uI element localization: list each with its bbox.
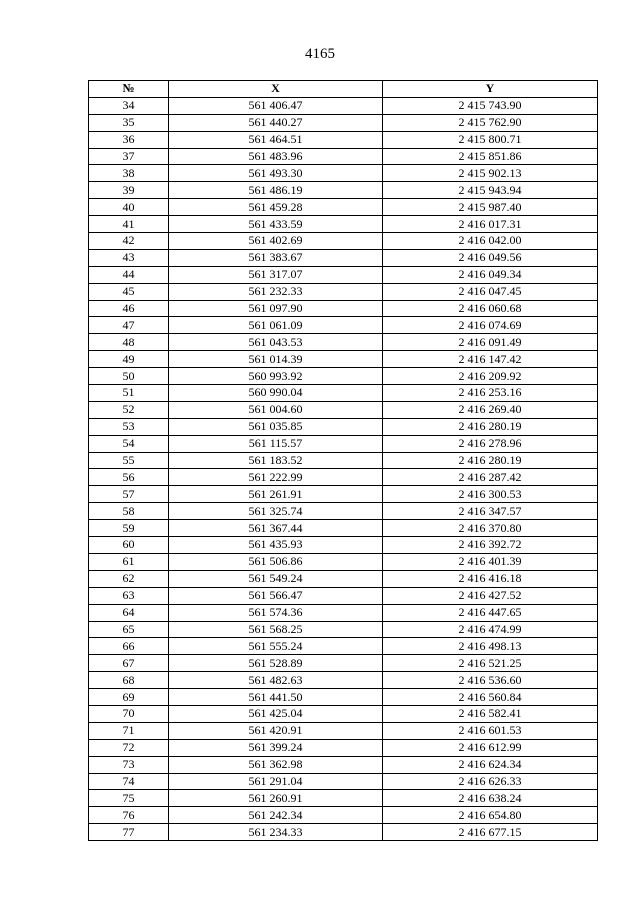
cell-number: 67 — [89, 655, 169, 672]
table-row — [89, 317, 598, 334]
cell-number: 73 — [89, 756, 169, 773]
cell-number: 74 — [89, 773, 169, 790]
cell-number: 72 — [89, 739, 169, 756]
table-row — [89, 199, 598, 216]
cell-x: 560 990.04 — [169, 385, 383, 402]
table-row — [89, 334, 598, 351]
cell-y: 2 416 521.25 — [383, 655, 598, 672]
cell-x: 561 325.74 — [169, 503, 383, 520]
cell-y: 2 416 091.49 — [383, 334, 598, 351]
table-row — [89, 672, 598, 689]
table-row — [89, 97, 598, 114]
cell-x: 561 234.33 — [169, 824, 383, 841]
cell-y: 2 416 209.92 — [383, 368, 598, 385]
cell-y: 2 416 498.13 — [383, 638, 598, 655]
table-row — [89, 165, 598, 182]
cell-x: 561 483.96 — [169, 148, 383, 165]
cell-y: 2 415 902.13 — [383, 165, 598, 182]
table-row — [89, 233, 598, 250]
cell-number: 62 — [89, 570, 169, 587]
table-row — [89, 807, 598, 824]
cell-x: 561 402.69 — [169, 233, 383, 250]
table-row — [89, 587, 598, 604]
cell-y: 2 416 536.60 — [383, 672, 598, 689]
cell-x: 561 183.52 — [169, 452, 383, 469]
cell-y: 2 416 370.80 — [383, 520, 598, 537]
cell-x: 560 993.92 — [169, 368, 383, 385]
cell-y: 2 416 280.19 — [383, 452, 598, 469]
header-number: № — [89, 81, 169, 98]
table-row — [89, 756, 598, 773]
cell-y: 2 415 743.90 — [383, 97, 598, 114]
table-row — [89, 216, 598, 233]
cell-y: 2 416 147.42 — [383, 351, 598, 368]
cell-y: 2 415 800.71 — [383, 131, 598, 148]
cell-x: 561 014.39 — [169, 351, 383, 368]
page-number: 4165 — [305, 46, 335, 62]
cell-y: 2 416 278.96 — [383, 435, 598, 452]
cell-y: 2 416 677.15 — [383, 824, 598, 841]
cell-y: 2 416 654.80 — [383, 807, 598, 824]
cell-x: 561 222.99 — [169, 469, 383, 486]
cell-y: 2 416 392.72 — [383, 537, 598, 554]
cell-x: 561 260.91 — [169, 790, 383, 807]
cell-x: 561 232.33 — [169, 283, 383, 300]
cell-x: 561 568.25 — [169, 621, 383, 638]
cell-y: 2 416 042.00 — [383, 233, 598, 250]
cell-number: 39 — [89, 182, 169, 199]
cell-y: 2 416 060.68 — [383, 300, 598, 317]
cell-x: 561 043.53 — [169, 334, 383, 351]
cell-number: 44 — [89, 266, 169, 283]
cell-number: 42 — [89, 233, 169, 250]
cell-y: 2 416 626.33 — [383, 773, 598, 790]
cell-x: 561 420.91 — [169, 722, 383, 739]
cell-number: 69 — [89, 689, 169, 706]
cell-x: 561 261.91 — [169, 486, 383, 503]
cell-number: 59 — [89, 520, 169, 537]
table-row — [89, 537, 598, 554]
cell-x: 561 486.19 — [169, 182, 383, 199]
cell-y: 2 416 253.16 — [383, 385, 598, 402]
cell-number: 63 — [89, 587, 169, 604]
cell-x: 561 035.85 — [169, 418, 383, 435]
cell-y: 2 416 601.53 — [383, 722, 598, 739]
cell-number: 64 — [89, 604, 169, 621]
table-row — [89, 249, 598, 266]
cell-x: 561 549.24 — [169, 570, 383, 587]
cell-x: 561 097.90 — [169, 300, 383, 317]
cell-number: 35 — [89, 114, 169, 131]
cell-number: 68 — [89, 672, 169, 689]
cell-number: 60 — [89, 537, 169, 554]
cell-x: 561 383.67 — [169, 249, 383, 266]
table-row — [89, 148, 598, 165]
table-row — [89, 368, 598, 385]
cell-x: 561 440.27 — [169, 114, 383, 131]
table-row — [89, 621, 598, 638]
table-row — [89, 114, 598, 131]
cell-x: 561 433.59 — [169, 216, 383, 233]
table-row — [89, 503, 598, 520]
cell-y: 2 416 269.40 — [383, 401, 598, 418]
cell-x: 561 574.36 — [169, 604, 383, 621]
cell-number: 43 — [89, 249, 169, 266]
cell-number: 46 — [89, 300, 169, 317]
cell-y: 2 416 416.18 — [383, 570, 598, 587]
table-row — [89, 283, 598, 300]
table-row — [89, 689, 598, 706]
cell-x: 561 425.04 — [169, 705, 383, 722]
cell-x: 561 061.09 — [169, 317, 383, 334]
cell-y: 2 416 612.99 — [383, 739, 598, 756]
cell-number: 75 — [89, 790, 169, 807]
table-row — [89, 266, 598, 283]
header-y: Y — [383, 81, 598, 98]
table-row — [89, 604, 598, 621]
cell-y: 2 416 074.69 — [383, 317, 598, 334]
cell-number: 58 — [89, 503, 169, 520]
cell-number: 66 — [89, 638, 169, 655]
cell-x: 561 441.50 — [169, 689, 383, 706]
cell-y: 2 416 582.41 — [383, 705, 598, 722]
cell-x: 561 291.04 — [169, 773, 383, 790]
table-row — [89, 469, 598, 486]
cell-number: 36 — [89, 131, 169, 148]
cell-y: 2 416 300.53 — [383, 486, 598, 503]
cell-y: 2 415 851.86 — [383, 148, 598, 165]
cell-y: 2 416 474.99 — [383, 621, 598, 638]
cell-y: 2 416 401.39 — [383, 553, 598, 570]
cell-y: 2 416 427.52 — [383, 587, 598, 604]
cell-number: 47 — [89, 317, 169, 334]
table-row — [89, 655, 598, 672]
cell-number: 38 — [89, 165, 169, 182]
cell-x: 561 242.34 — [169, 807, 383, 824]
table-row — [89, 385, 598, 402]
cell-x: 561 566.47 — [169, 587, 383, 604]
cell-x: 561 493.30 — [169, 165, 383, 182]
cell-number: 41 — [89, 216, 169, 233]
cell-number: 55 — [89, 452, 169, 469]
cell-y: 2 416 638.24 — [383, 790, 598, 807]
cell-y: 2 416 049.34 — [383, 266, 598, 283]
cell-x: 561 459.28 — [169, 199, 383, 216]
cell-x: 561 435.93 — [169, 537, 383, 554]
table-header — [89, 81, 598, 98]
cell-x: 561 482.63 — [169, 672, 383, 689]
table-row — [89, 351, 598, 368]
cell-number: 54 — [89, 435, 169, 452]
cell-y: 2 416 624.34 — [383, 756, 598, 773]
cell-number: 76 — [89, 807, 169, 824]
cell-number: 49 — [89, 351, 169, 368]
table-row — [89, 131, 598, 148]
cell-number: 37 — [89, 148, 169, 165]
cell-y: 2 416 049.56 — [383, 249, 598, 266]
cell-x: 561 555.24 — [169, 638, 383, 655]
cell-number: 53 — [89, 418, 169, 435]
table-row — [89, 182, 598, 199]
cell-number: 40 — [89, 199, 169, 216]
header-row — [89, 81, 598, 98]
cell-number: 52 — [89, 401, 169, 418]
cell-x: 561 317.07 — [169, 266, 383, 283]
cell-number: 56 — [89, 469, 169, 486]
table-row — [89, 824, 598, 841]
table-row — [89, 739, 598, 756]
cell-x: 561 464.51 — [169, 131, 383, 148]
cell-x: 561 004.60 — [169, 401, 383, 418]
coordinates-table — [88, 80, 598, 841]
cell-number: 34 — [89, 97, 169, 114]
table-row — [89, 705, 598, 722]
cell-y: 2 416 280.19 — [383, 418, 598, 435]
cell-x: 561 406.47 — [169, 97, 383, 114]
cell-x: 561 362.98 — [169, 756, 383, 773]
cell-y: 2 416 347.57 — [383, 503, 598, 520]
cell-y: 2 416 447.65 — [383, 604, 598, 621]
cell-number: 61 — [89, 553, 169, 570]
cell-y: 2 415 943.94 — [383, 182, 598, 199]
cell-x: 561 367.44 — [169, 520, 383, 537]
cell-number: 77 — [89, 824, 169, 841]
cell-y: 2 416 017.31 — [383, 216, 598, 233]
cell-number: 50 — [89, 368, 169, 385]
cell-number: 65 — [89, 621, 169, 638]
cell-y: 2 416 047.45 — [383, 283, 598, 300]
cell-number: 45 — [89, 283, 169, 300]
cell-number: 57 — [89, 486, 169, 503]
cell-x: 561 528.89 — [169, 655, 383, 672]
cell-number: 70 — [89, 705, 169, 722]
table-row — [89, 638, 598, 655]
table-row — [89, 520, 598, 537]
table-row — [89, 401, 598, 418]
table-row — [89, 553, 598, 570]
cell-y: 2 416 287.42 — [383, 469, 598, 486]
table-row — [89, 435, 598, 452]
cell-y: 2 416 560.84 — [383, 689, 598, 706]
table-row — [89, 486, 598, 503]
cell-x: 561 399.24 — [169, 739, 383, 756]
cell-y: 2 415 987.40 — [383, 199, 598, 216]
cell-number: 51 — [89, 385, 169, 402]
header-x: X — [169, 81, 383, 98]
cell-y: 2 415 762.90 — [383, 114, 598, 131]
table-row — [89, 790, 598, 807]
cell-number: 48 — [89, 334, 169, 351]
cell-number: 71 — [89, 722, 169, 739]
cell-x: 561 115.57 — [169, 435, 383, 452]
table-row — [89, 722, 598, 739]
table-row — [89, 418, 598, 435]
table-row — [89, 570, 598, 587]
table-row — [89, 300, 598, 317]
cell-x: 561 506.86 — [169, 553, 383, 570]
table-row — [89, 773, 598, 790]
table-body — [89, 97, 598, 840]
table-row — [89, 452, 598, 469]
